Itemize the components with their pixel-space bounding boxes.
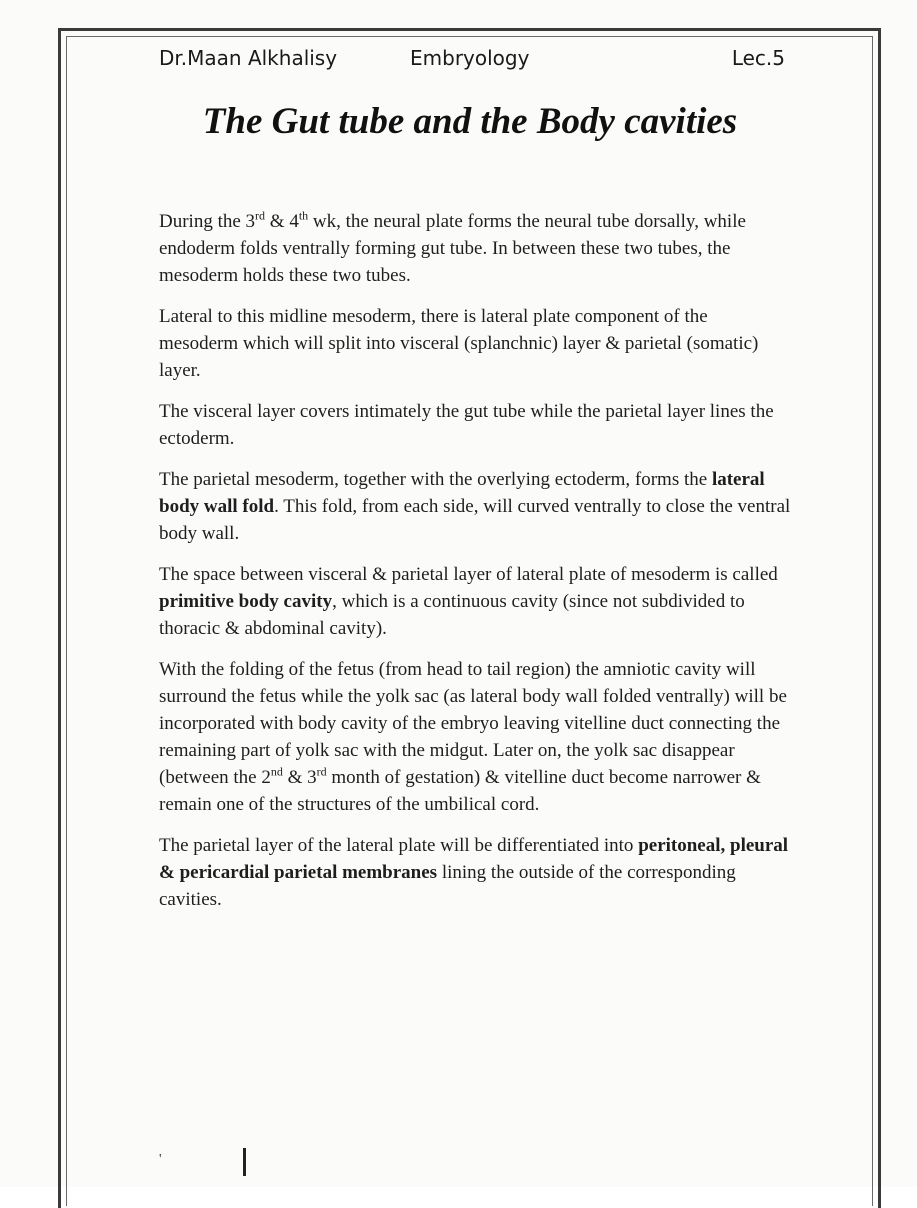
- p5-text-b: , which is a continuous cavity (since not subdivided to thoracic & abdominal cavity).: [159, 591, 745, 639]
- paragraph-3: The visceral layer covers intimately the gut tube while the parietal layer lines the ectoderm.: [159, 401, 774, 449]
- p6-text-c: month of gestation) & vitelline duct become narrower & remain one of the structures of the umbilical cord.: [159, 767, 761, 815]
- footer-scan-mark: ': [159, 1152, 162, 1167]
- paragraph-2: Lateral to this midline mesoderm, there is lateral plate component of the mesoderm which will split into visceral (splanchnic) layer & parietal (somatic) layer.: [159, 306, 759, 381]
- p1-text-b: & 4: [265, 211, 299, 232]
- header-subject: Embryology: [410, 46, 530, 70]
- page-header: [159, 46, 785, 76]
- p6-sup-rd: rd: [316, 764, 327, 779]
- p1-text-c: wk, the neural plate forms the neural tube dorsally, while endoderm folds ventrally forming gut tube. In between these two tubes, the mesoderm holds these two tubes.: [159, 211, 746, 286]
- p1-sup-rd: rd: [255, 208, 266, 223]
- paragraph-4: [159, 466, 791, 547]
- p4-text-b: . This fold, from each side, will curved ventrally to close the ventral body wall.: [159, 496, 791, 544]
- paragraph-5: [159, 561, 791, 642]
- paragraph-6: [159, 656, 791, 818]
- paragraph-7: [159, 832, 791, 913]
- p5-text-a: The space between visceral & parietal layer of lateral plate of mesoderm is called: [159, 564, 778, 585]
- p6-text-b: & 3: [282, 767, 317, 788]
- p7-text-a: The parietal layer of the lateral plate will be differentiated into: [159, 835, 639, 856]
- p1-sup-th: th: [298, 208, 309, 223]
- p7-text-b: lining the outside of the corresponding cavities.: [159, 862, 736, 910]
- p5-bold-term: primitive body cavity: [159, 591, 333, 612]
- document-body: [159, 208, 791, 927]
- p4-text-a: The parietal mesoderm, together with the overlying ectoderm, forms the: [159, 469, 712, 490]
- p7-bold-term: peritoneal, pleural & pericardial parietal membranes: [159, 835, 789, 883]
- p1-text-a: During the 3: [159, 211, 256, 232]
- p4-bold-term: lateral body wall fold: [159, 469, 765, 517]
- header-author: Dr.Maan Alkhalisy: [159, 46, 338, 70]
- page-title: The Gut tube and the Body cavities: [202, 101, 738, 142]
- p6-text-a: With the folding of the fetus (from head to tail region) the amniotic cavity will surround the fetus while the yolk sac (as lateral body wall folded ventrally) will be incorporated with body cavity of the embryo leaving vitelline duct connecting the remaining part of yolk sac with the midgut. Later on, the yolk sac disappear (between the 2: [159, 659, 787, 788]
- paragraph-1: [159, 208, 791, 289]
- footer-vertical-mark: [243, 1148, 246, 1176]
- p6-sup-nd: nd: [270, 764, 283, 779]
- header-lecture-number: Lec.5: [731, 46, 785, 70]
